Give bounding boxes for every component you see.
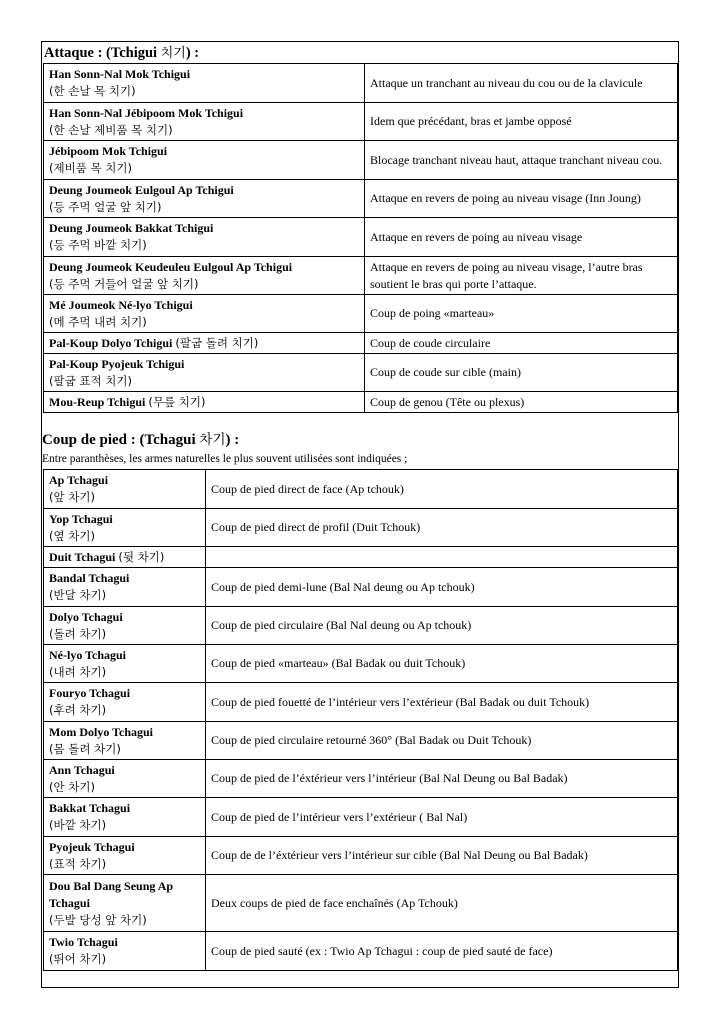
technique-korean: (바깥 차기) <box>49 818 107 832</box>
table-row <box>44 141 678 180</box>
attaque-table <box>43 63 678 413</box>
technique-korean: (반달 차기) <box>49 588 107 602</box>
technique-name: Fouryo Tchagui <box>49 686 131 700</box>
technique-description: Attaque en revers de poing au niveau visage <box>365 218 678 257</box>
technique-description: Coup de pied demi-lune (Bal Nal deung ou Ap tchouk) <box>206 568 678 607</box>
technique-korean: (내려 차기) <box>49 664 107 679</box>
table-row <box>44 180 678 218</box>
technique-name: Deung Joumeok Eulgoul Ap Tchigui <box>49 182 234 197</box>
section-title-attaque: Attaque : (Tchigui 치기) : <box>44 45 200 61</box>
table-row <box>44 875 678 932</box>
technique-description: Coup de pied fouetté de l’intérieur vers l’extérieur (Bal Badak ou duit Tchouk) <box>206 683 678 722</box>
technique-name: Duit Tchagui <box>49 549 116 564</box>
technique-description: Coup de pied circulaire retourné 360° (Bal Badak ou Duit Tchouk) <box>206 722 678 760</box>
technique-name: Yop Tchagui <box>49 511 113 526</box>
technique-description: Attaque un tranchant au niveau du cou ou de la clavicule <box>365 64 678 103</box>
technique-name: Mou-Reup Tchigui <box>49 394 146 409</box>
technique-description: Coup de pied sauté (ex : Twio Ap Tchagui : coup de pied sauté de face) <box>206 932 678 971</box>
technique-korean: (팔굽 표적 치기) <box>49 373 132 388</box>
table-row <box>44 722 678 760</box>
technique-description: Coup de poing «marteau» <box>365 295 678 333</box>
technique-name: Ann Tchagui <box>49 762 115 777</box>
table-row <box>44 760 678 798</box>
technique-korean: (후려 차기) <box>49 703 107 717</box>
technique-korean: (팔굽 돌려 치기) <box>175 335 259 350</box>
table-row <box>44 470 678 509</box>
coup-de-pied-table <box>43 469 678 971</box>
table-row <box>44 333 678 354</box>
technique-name: Ap Tchagui <box>49 473 109 487</box>
technique-name: Han Sonn-Nal Jébipoom Mok Tchigui <box>49 105 244 120</box>
technique-name: Deung Joumeok Keudeuleu Eulgoul Ap Tchigui <box>49 259 293 274</box>
technique-korean: (두발 당성 앞 차기) <box>49 912 147 927</box>
technique-description: Blocage tranchant niveau haut, attaque tranchant niveau cou. <box>365 141 678 180</box>
table-row <box>44 568 678 607</box>
technique-name: Dolyo Tchagui <box>49 609 123 624</box>
technique-description: Coup de pied de l’intérieur vers l’extérieur ( Bal Nal) <box>206 798 678 837</box>
technique-name: Deung Joumeok Bakkat Tchigui <box>49 221 214 235</box>
technique-korean: (뛰어 차기) <box>49 952 107 966</box>
technique-korean: (몸 돌려 차기) <box>49 741 121 756</box>
table-row <box>44 354 678 392</box>
technique-korean: (한 손날 제비품 목 치기) <box>49 122 173 137</box>
technique-korean: (앞 차기) <box>49 490 95 504</box>
table-row <box>44 837 678 875</box>
technique-name: Bakkat Tchagui <box>49 801 131 815</box>
technique-description <box>206 547 678 568</box>
technique-description: Idem que précédant, bras et jambe opposé <box>365 103 678 141</box>
technique-name: Mom Dolyo Tchagui <box>49 724 154 739</box>
technique-korean: (돌려 차기) <box>49 626 107 641</box>
technique-korean: (옆 차기) <box>49 528 95 543</box>
technique-description: Coup de pied direct de face (Ap tchouk) <box>206 470 678 509</box>
technique-description: Deux coups de pied de face enchaînés (Ap Tchouk) <box>206 875 678 932</box>
technique-description: Coup de pied circulaire (Bal Nal deung ou Ap tchouk) <box>206 607 678 645</box>
technique-korean: (표적 차기) <box>49 856 107 871</box>
technique-description: Coup de pied de l’éxtérieur vers l’intérieur (Bal Nal Deung ou Bal Badak) <box>206 760 678 798</box>
technique-name: Jébipoom Mok Tchigui <box>49 144 168 158</box>
technique-description: Attaque en revers de poing au niveau visage, l’autre bras soutient le bras qui porte l’attaque. <box>365 257 678 295</box>
table-row <box>44 932 678 971</box>
technique-name: Han Sonn-Nal Mok Tchigui <box>49 67 191 81</box>
technique-name: Dou Bal Dang Seung Ap Tchagui <box>49 878 174 910</box>
table-row <box>44 295 678 333</box>
table-row <box>44 683 678 722</box>
technique-korean: (한 손날 목 치기) <box>49 84 136 98</box>
technique-name: Mé Joumeok Né-lyo Tchigui <box>49 297 193 312</box>
technique-description: Coup de pied «marteau» (Bal Badak ou duit Tchouk) <box>206 645 678 683</box>
table-row <box>44 509 678 547</box>
technique-description: Coup de pied direct de profil (Duit Tchouk) <box>206 509 678 547</box>
technique-korean: (안 차기) <box>49 779 95 794</box>
section-title-coup-de-pied: Coup de pied : (Tchagui 차기) : <box>42 432 240 448</box>
table-row <box>44 218 678 257</box>
technique-korean: (메 주먹 내려 치기) <box>49 314 147 329</box>
technique-korean: (등 주먹 바깥 치기) <box>49 238 147 252</box>
technique-korean: (무릎 치기) <box>148 394 206 409</box>
technique-korean: (등 주먹 거들어 얼굴 앞 치기) <box>49 276 199 291</box>
technique-korean: (제비품 목 치기) <box>49 161 132 175</box>
table-row <box>44 64 678 103</box>
technique-name: Pal-Koup Dolyo Tchigui <box>49 335 173 350</box>
table-row <box>44 257 678 295</box>
table-row <box>44 392 678 413</box>
technique-description: Coup de coude circulaire <box>365 333 678 354</box>
technique-description: Coup de coude sur cible (main) <box>365 354 678 392</box>
technique-name: Né-lyo Tchagui <box>49 647 127 662</box>
technique-name: Pal-Koup Pyojeuk Tchigui <box>49 356 185 371</box>
technique-korean: (등 주먹 얼굴 앞 치기) <box>49 199 162 214</box>
technique-description: Coup de de l’éxtérieur vers l’intérieur sur cible (Bal Nal Deung ou Bal Badak) <box>206 837 678 875</box>
table-row <box>44 607 678 645</box>
technique-description: Coup de genou (Tête ou plexus) <box>365 392 678 413</box>
technique-description: Attaque en revers de poing au niveau visage (Inn Joung) <box>365 180 678 218</box>
table-row <box>44 645 678 683</box>
table-row <box>44 103 678 141</box>
technique-name: Pyojeuk Tchagui <box>49 839 135 854</box>
technique-name: Twio Tchagui <box>49 935 118 949</box>
section-note: Entre paranthèses, les armes naturelles le plus souvent utilisées sont indiquées ; <box>42 453 408 465</box>
technique-name: Bandal Tchagui <box>49 571 130 585</box>
document-frame <box>41 41 679 988</box>
technique-korean: (뒷 차기) <box>118 549 165 564</box>
table-row <box>44 798 678 837</box>
table-row <box>44 547 678 568</box>
